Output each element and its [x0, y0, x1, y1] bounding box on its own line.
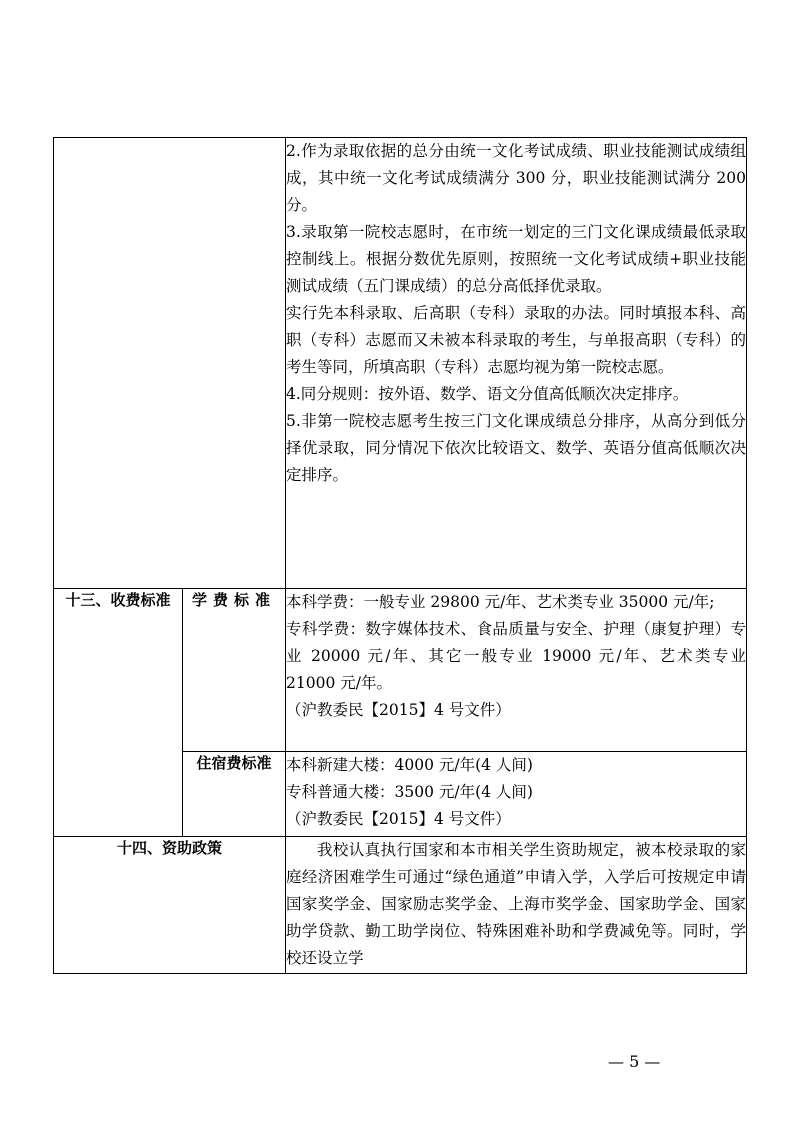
dorm-standard-label: 住宿费标准 [183, 752, 286, 837]
tuition-paragraph: （沪教委民【2015】4 号文件） [286, 701, 511, 719]
admission-rules-content [286, 138, 747, 589]
financial-aid-row [54, 837, 747, 974]
tuition-standard-content [286, 589, 747, 752]
financial-aid-content [286, 837, 747, 974]
rule-paragraph: 实行先本科录取、后高职（专科）录取的办法。同时填报本科、高职（专科）志愿而又未被本科录取的考生，与单报高职（专科）的考生等同，所填高职（专科）志愿均视为第一院校志愿。 [286, 304, 746, 376]
admission-rules-label-cell [54, 138, 286, 589]
rule-paragraph: 5.非第一院校志愿考生按三门文化课成绩总分排序，从高分到低分择优录取，同分情况下依次比较语文、数学、英语分值高低顺次决定排序。 [286, 412, 746, 484]
tuition-paragraph: 专科学费：数字媒体技术、食品质量与安全、护理（康复护理）专业 20000 元/年、其它一般专业 19000 元/年、艺术类专业 21000 元/年。 [286, 620, 746, 692]
rule-paragraph: 4.同分规则：按外语、数学、语文分值高低顺次决定排序。 [286, 385, 689, 403]
rule-paragraph: 3.录取第一院校志愿时，在市统一划定的三门文化课成绩最低录取控制线上。根据分数优先原则，按照统一文化考试成绩+职业技能测试成绩（五门课成绩）的总分高低择优录取。 [286, 223, 746, 295]
admission-info-table [53, 137, 747, 974]
dorm-standard-content [286, 752, 747, 837]
page-number: — 5 — [608, 1052, 661, 1071]
dorm-paragraph: （沪教委民【2015】4 号文件） [286, 810, 511, 828]
financial-aid-label: 十四、资助政策 [54, 837, 286, 974]
aid-paragraph: 我校认真执行国家和本市相关学生资助规定，被本校录取的家庭经济困难学生可通过“绿色通道”申请入学，入学后可按规定申请国家奖学金、国家励志奖学金、上海市奖学金、国家助学金、国家助学贷款、勤工助学岗位、特殊困难补助和学费减免等。同时，学校还设立学 [286, 841, 746, 967]
dorm-paragraph: 本科新建大楼：4000 元/年(4 人间) [286, 756, 533, 774]
admission-rules-row [54, 138, 747, 589]
tuition-standard-label: 学费标准 [183, 589, 286, 752]
fee-tuition-row [54, 589, 747, 752]
fee-standard-label: 十三、收费标准 [54, 589, 183, 837]
rule-paragraph: 2.作为录取依据的总分由统一文化考试成绩、职业技能测试成绩组成，其中统一文化考试成绩满分 300 分，职业技能测试满分 200 分。 [286, 142, 746, 214]
dorm-paragraph: 专科普通大楼：3500 元/年(4 人间) [286, 783, 533, 801]
tuition-paragraph: 本科学费：一般专业 29800 元/年、艺术类专业 35000 元/年; [286, 593, 715, 611]
